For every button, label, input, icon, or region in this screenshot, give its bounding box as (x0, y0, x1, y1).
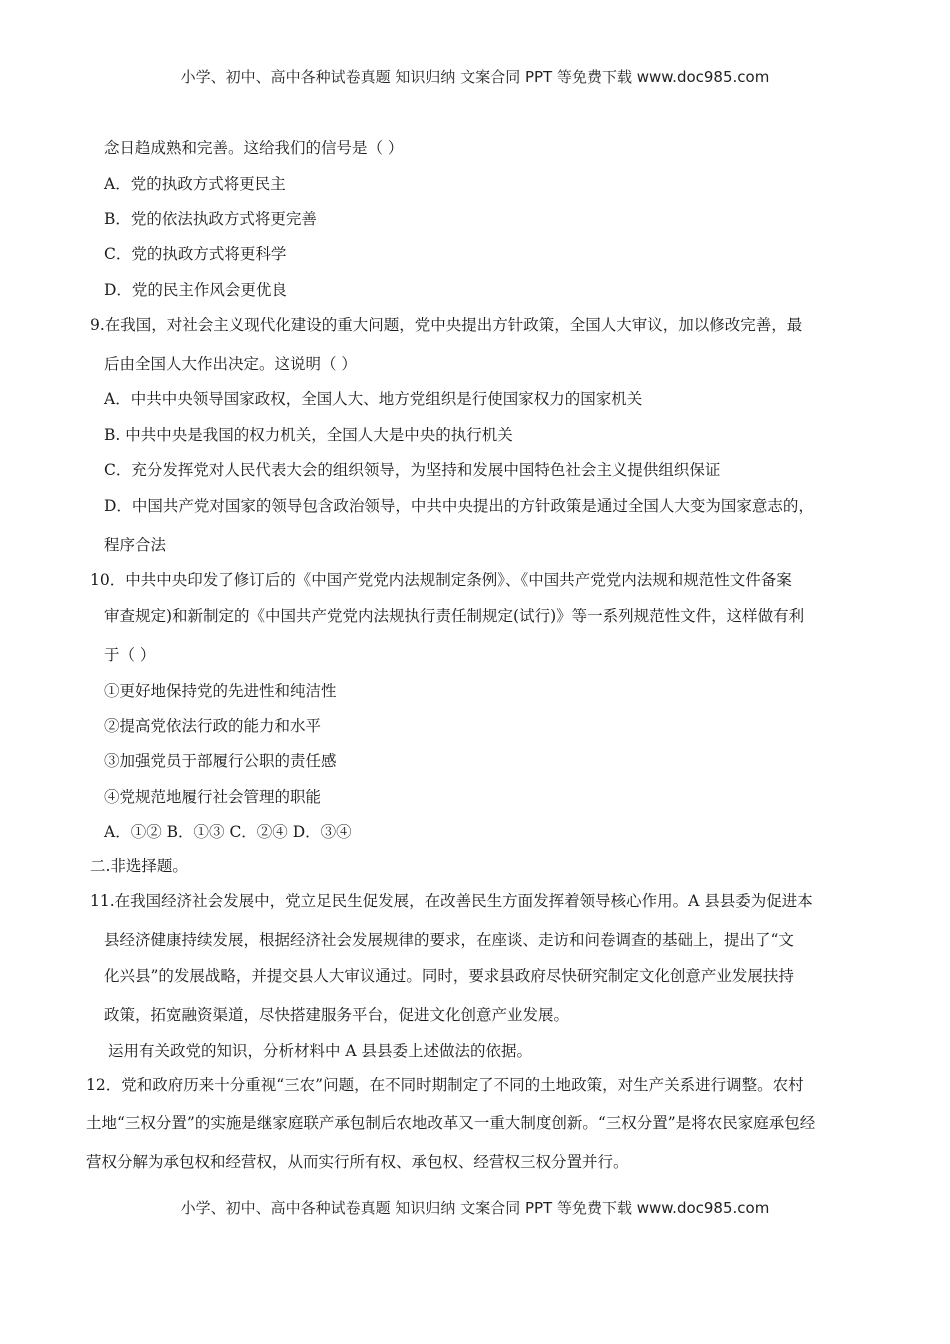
q11-stem-line-3: 化兴县”的发展战略，并提交县人大审议通过。同时，要求县政府尽快研究制定文化创意产业发展扶持 (104, 967, 794, 985)
q8-option-b: B．党的依法执政方式将更完善 (104, 210, 317, 228)
q9-stem-line-1: 9.在我国，对社会主义现代化建设的重大问题，党中央提出方针政策，全国人大审议，加以修改完善，最 (90, 316, 803, 334)
page-footer: 小学、初中、高中各种试卷真题 知识归纳 文案合同 PPT 等免费下载 www.doc985.com (180, 1199, 770, 1217)
q10-item-2: ②提高党依法行政的能力和水平 (104, 717, 322, 735)
q10-item-3: ③加强党员于部履行公职的责任感 (104, 752, 337, 770)
q10-item-1: ①更好地保持党的先进性和纯洁性 (104, 682, 337, 700)
q11-stem-line-2: 县经济健康持续发展，根据经济社会发展规律的要求，在座谈、走访和问卷调查的基础上，提出了“文 (104, 931, 794, 949)
q9-stem-line-2: 后由全国人大作出决定。这说明（ ） (104, 355, 357, 373)
q9-option-a: A．中共中央领导国家政权，全国人大、地方党组织是行使国家权力的国家机关 (104, 390, 643, 408)
q12-stem-line-2: 土地“三权分置”的实施是继家庭联产承包制后农地改革又一重大制度创新。“三权分置”是将农民家庭承包经 (86, 1114, 816, 1132)
q10-stem-line-3: 于（ ） (104, 646, 156, 664)
q10-item-4: ④党规范地履行社会管理的职能 (104, 788, 322, 806)
q8-stem-end: 念日趋成熟和完善。这给我们的信号是（ ） (104, 139, 404, 157)
q11-stem-line-1: 11.在我国经济社会发展中，党立足民生促发展，在改善民生方面发挥着领导核心作用。A 县县委为促进本 (90, 892, 813, 910)
section-heading: 二.非选择题。 (90, 857, 188, 875)
q8-option-d: D．党的民主作风会更优良 (104, 281, 287, 299)
q12-stem-line-3: 营权分解为承包权和经营权，从而实行所有权、承包权、经营权三权分置并行。 (86, 1153, 629, 1171)
q10-choices: A．①② B．①③ C．②④ D．③④ (104, 823, 352, 841)
q10-stem-line-2: 审查规定)和新制定的《中国共产党党内法规执行责任制规定(试行)》等一系列规范性文件，这样做有利 (104, 607, 805, 625)
q9-option-c: C．充分发挥党对人民代表大会的组织领导，为坚持和发展中国特色社会主义提供组织保证 (104, 461, 721, 479)
q8-option-c: C．党的执政方式将更科学 (104, 245, 287, 263)
q9-option-d-cont: 程序合法 (104, 536, 167, 554)
q10-stem-line-1: 10．中共中央印发了修订后的《中国产党党内法规制定条例》、《中国共产党党内法规和规范性文件备案 (90, 571, 792, 589)
q9-option-b: B. 中共中央是我国的权力机关，全国人大是中央的执行机关 (104, 426, 513, 444)
q12-stem-line-1: 12．党和政府历来十分重视“三农”问题，在不同时期制定了不同的土地政策，对生产关系进行调整。农村 (86, 1076, 804, 1094)
q8-option-a: A．党的执政方式将更民主 (104, 175, 286, 193)
q9-option-d: D．中国共产党对国家的领导包含政治领导，中共中央提出的方针政策是通过全国人大变为国家意志的， (104, 497, 814, 515)
q11-stem-line-4: 政策，拓宽融资渠道，尽快搭建服务平台，促进文化创意产业发展。 (104, 1006, 570, 1024)
page-header: 小学、初中、高中各种试卷真题 知识归纳 文案合同 PPT 等免费下载 www.doc985.com (180, 68, 770, 86)
q11-task: 运用有关政党的知识，分析材料中 A 县县委上述做法的依据。 (108, 1042, 533, 1060)
